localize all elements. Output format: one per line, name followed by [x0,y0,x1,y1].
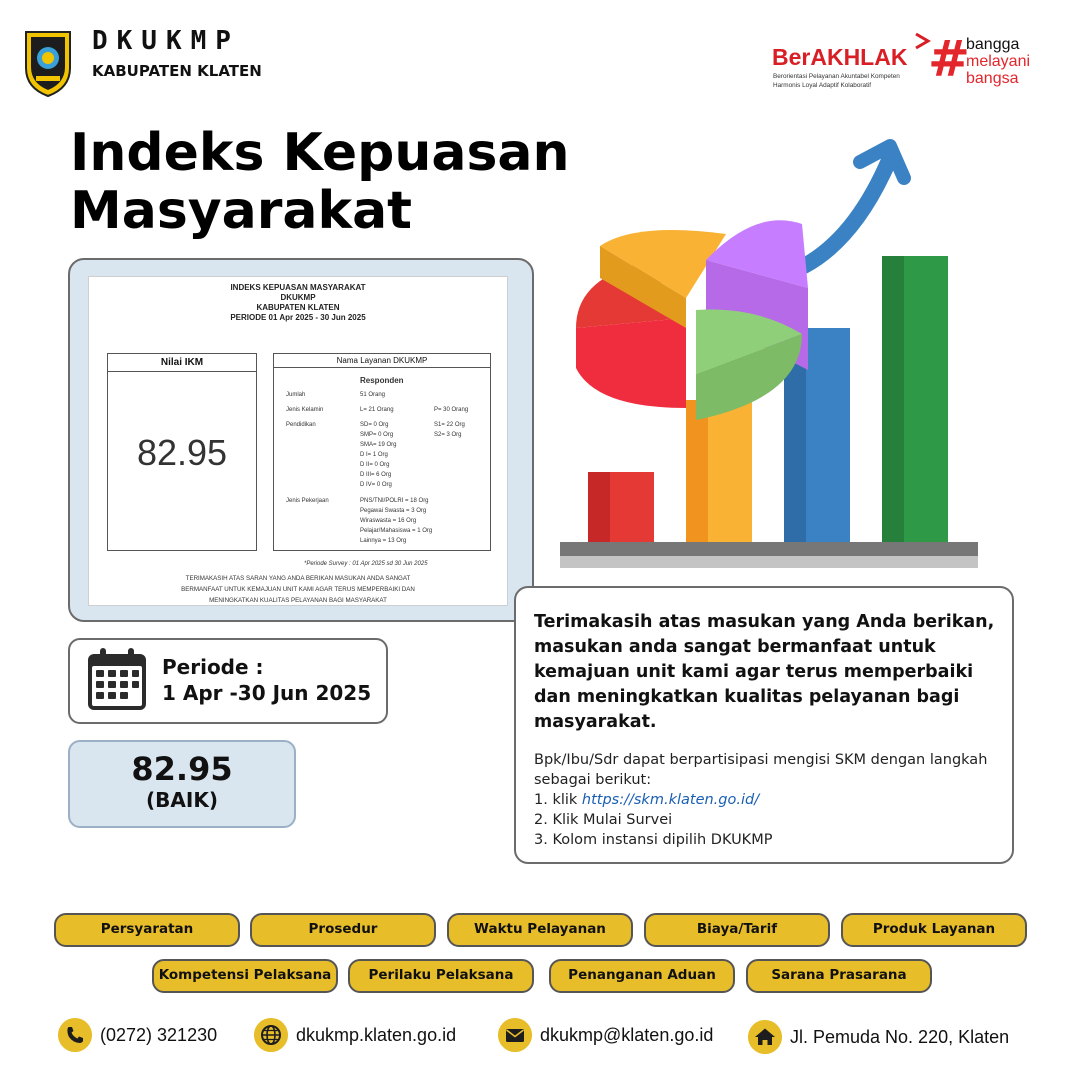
survey-note: *Periode Survey : 01 Apr 2025 sd 30 Jun 2025 [304,561,428,567]
ikm-box-value: 82.95 [136,432,228,473]
pekerjaan-item: Lainnya = 13 Org [360,538,407,544]
jumlah-value: 51 Orang [360,392,386,398]
pendidikan-item: D IV= 0 Org [360,482,392,488]
page-title-line-1: Indeks Kepuasan [70,123,570,183]
report-heading-4: PERIODE 01 Apr 2025 - 30 Jun 2025 [230,313,366,322]
survey-step-1 [534,790,1002,810]
service-pill-waktu-pelayanan[interactable]: Waktu Pelayanan [447,913,633,947]
ikm-box-label: Nilai IKM [108,354,256,372]
envelope-icon [498,1018,532,1052]
berakhlak-tagline-1: Berorientasi Pelayanan Akuntabel Kompeten [773,73,900,80]
page-title [70,124,590,240]
responden-label: Responden [360,376,404,385]
periode-label: Periode : [162,655,264,679]
phone-icon [58,1018,92,1052]
pendidikan-item: D II= 0 Org [360,462,390,468]
calendar-icon [86,646,148,712]
survey-steps [534,750,1002,850]
score-badge [68,740,296,828]
layanan-label: Nama Layanan DKUKMP [274,354,490,368]
score-category: (BAIK) [146,788,218,812]
pendidikan-item: D III= 6 Org [360,472,392,478]
gender-l: L= 21 Orang [360,407,394,413]
report-footer-1: TERIMAKASIH ATAS SARAN YANG ANDA BERIKAN MASUKAN ANDA SANGAT [185,575,411,582]
gender-label: Jenis Kelamin [286,407,324,413]
berakhlak-tagline-2: Harmonis Loyal Adaptif Kolaboratif [773,82,872,89]
survey-step-1-prefix: 1. klik [534,792,582,808]
ikm-box [107,353,257,551]
hashtag-icon: # [928,30,970,88]
contact-website[interactable]: dkukmp.klaten.go.id [296,1025,457,1045]
pendidikan-item: SMA= 19 Org [360,442,397,448]
report-heading-3: KABUPATEN KLATEN [256,303,340,312]
pekerjaan-item: Wiraswasta = 16 Org [360,518,417,524]
pekerjaan-label: Jenis Pekerjaan [286,498,329,504]
report-footer-2: BERMANFAAT UNTUK KEMAJUAN UNIT KAMI AGAR TERUS MEMPERBAIKI DAN [181,586,415,593]
survey-step-2: 2. Klik Mulai Survei [534,812,673,828]
bangga-line-3: bangsa [966,70,1019,87]
bangga-line-1: bangga [966,36,1020,53]
pekerjaan-item: Pelajar/Mahasiswa = 1 Org [360,528,433,534]
report-heading-2: DKUKMP [280,293,316,302]
respondent-box [273,353,491,551]
home-icon [748,1020,782,1054]
thank-you-message: Terimakasih atas masukan yang Anda berikan, masukan anda sangat bermanfaat untuk kemajuan unit kami agar terus memperbaiki dan meningkatkan kualitas pelayanan bagi masyarakat. [534,612,995,732]
page-title-line-2: Masyarakat [70,181,413,241]
contact-address: Jl. Pemuda No. 220, Klaten [790,1027,1010,1047]
service-pill-produk-layanan[interactable]: Produk Layanan [841,913,1027,947]
service-pill-prosedur[interactable]: Prosedur [250,913,436,947]
contact-phone[interactable]: (0272) 321230 [100,1025,218,1045]
score-value: 82.95 [131,750,233,788]
growth-chart-illustration-icon [556,138,980,574]
globe-icon [254,1018,288,1052]
klaten-regency-emblem-icon [22,28,74,98]
service-pill-penanganan-aduan[interactable]: Penanganan Aduan [549,959,735,993]
org-region: KABUPATEN KLATEN [92,62,262,80]
pekerjaan-item: Pegawai Swasta = 3 Org [360,508,427,514]
jumlah-label: Jumlah [286,392,306,398]
report-footer-3: MENINGKATKAN KUALITAS PELAYANAN BAGI MASYARAKAT [209,597,387,604]
report-document [88,276,508,606]
bangga-line-2: melayani [966,53,1031,70]
survey-link[interactable]: https://skm.klaten.go.id/ [581,792,760,808]
periode-value: 1 Apr -30 Jun 2025 [162,681,372,705]
pendidikan-item: SD= 0 Org [360,422,389,428]
survey-intro: Bpk/Ibu/Sdr dapat berpartisipasi mengisi SKM dengan langkah sebagai berikut: [534,752,988,788]
survey-step-3: 3. Kolom instansi dipilih DKUKMP [534,832,773,848]
pendidikan-item: S2= 3 Org [434,432,462,438]
pekerjaan-item: PNS/TNI/POLRI = 18 Org [360,498,429,504]
pendidikan-label: Pendidikan [286,422,316,428]
service-pill-sarana-prasarana[interactable]: Sarana Prasarana [746,959,932,993]
contact-email[interactable]: dkukmp@klaten.go.id [540,1025,714,1045]
berakhlak-logo-text: BerAKHLAK [772,44,908,70]
message-card [514,586,1014,864]
pendidikan-item: S1= 22 Org [434,422,465,428]
service-pill-biaya-tarif[interactable]: Biaya/Tarif [644,913,830,947]
org-name: DKUKMP [92,26,240,56]
report-heading-1: INDEKS KEPUASAN MASYARAKAT [230,283,366,292]
pendidikan-item: D I= 1 Org [360,452,388,458]
gender-p: P= 30 Orang [434,407,469,413]
pendidikan-item: SMP= 0 Org [360,432,394,438]
service-pill-perilaku-pelaksana[interactable]: Perilaku Pelaksana [348,959,534,993]
service-pill-kompetensi-pelaksana[interactable]: Kompetensi Pelaksana [152,959,338,993]
service-pill-persyaratan[interactable]: Persyaratan [54,913,240,947]
